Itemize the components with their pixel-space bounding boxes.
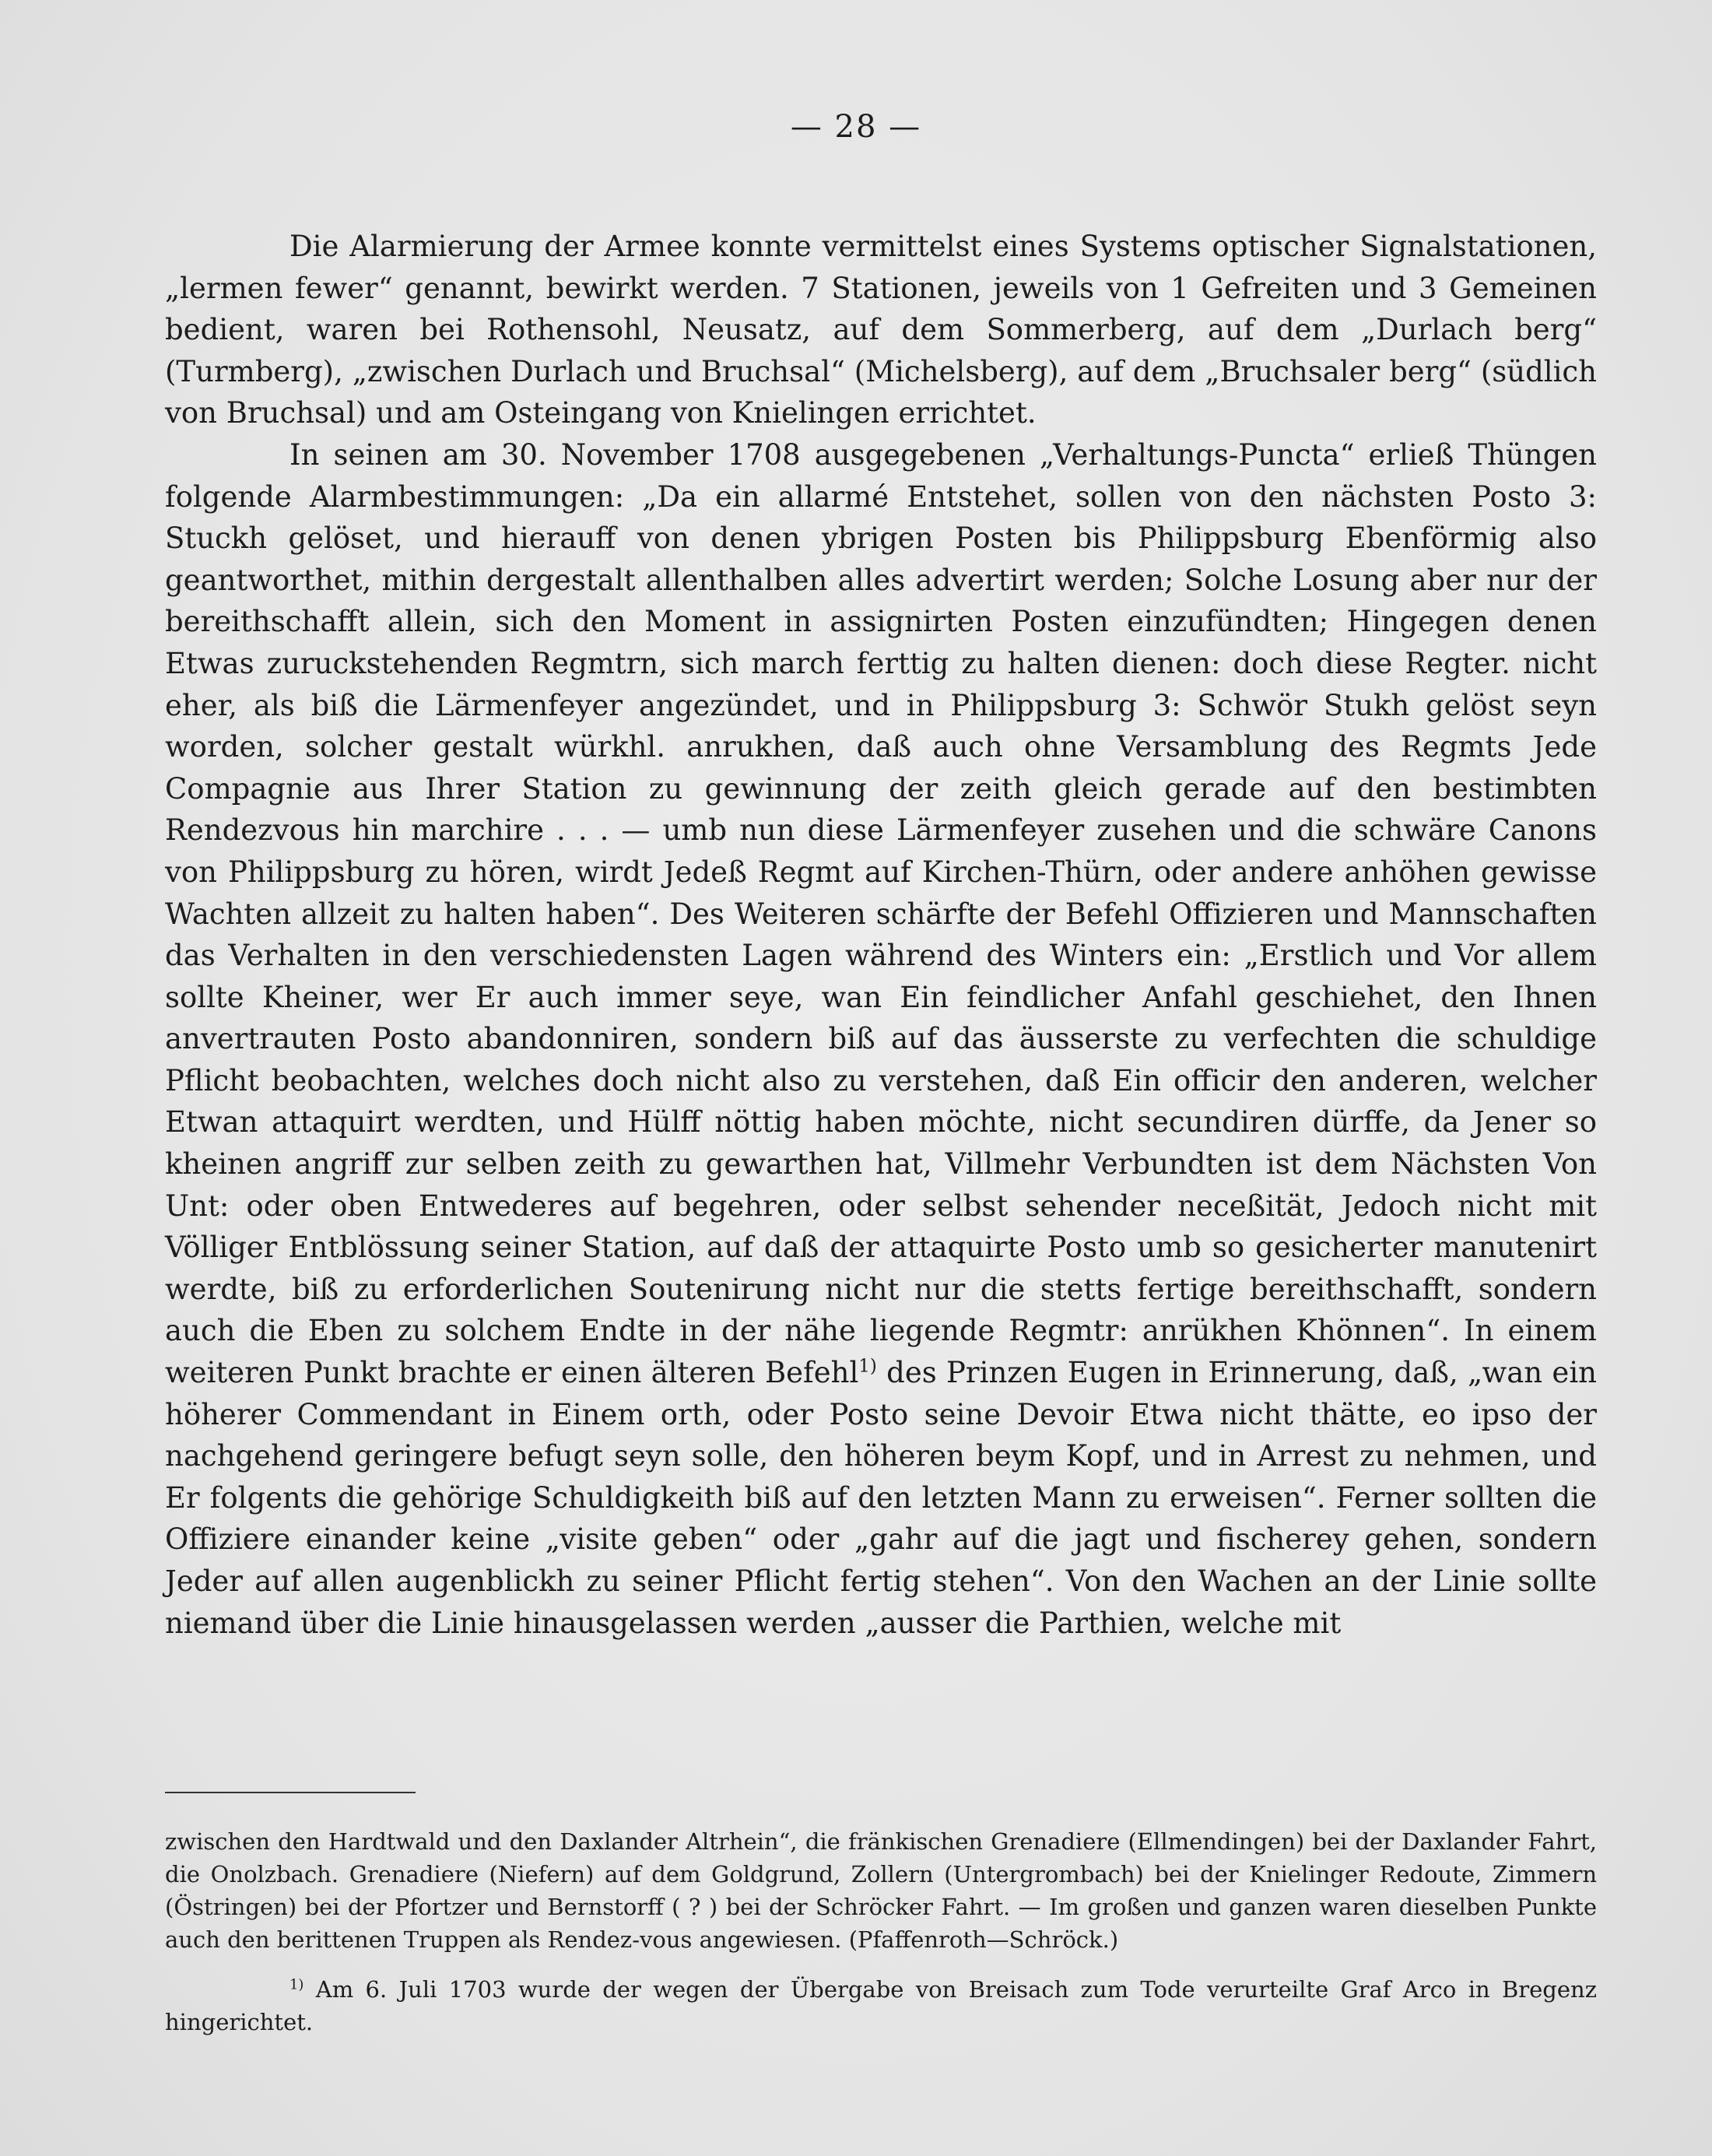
- paragraph-verhaltungs-puncta-continued: des Prinzen Eugen in Erinnerung, daß, „wan ein höherer Commendant in Einem orth, oder Posto seine Devoir Etwa nicht thätte, eo ipso der nachgehend geringere befugt seyn solle, den höheren beym Kopf, und in Arrest zu nehmen, und Er folgents die gehörige Schuldigkeith biß auf den letzten Mann zu erweisen“. Ferner sollten die Offiziere einander keine „visite geben“ oder „gahr auf die jagt und fischerey gehen, sondern Jeder auf allen augenblickh zu seiner Pflicht fertig stehen“. Von den Wachen an der Linie sollte niemand über die Linie hinausgelassen werden „ausser die Parthien, welche mit: [165, 1356, 1597, 1640]
- paragraph-verhaltungs-puncta: [165, 434, 1597, 1644]
- page-number: — 28 —: [790, 109, 922, 145]
- footnote-reference: 1): [858, 1356, 877, 1377]
- footnotes: [165, 1825, 1597, 2038]
- footnote-marker: 1): [289, 1976, 304, 1993]
- footnote-continuation: zwischen den Hardtwald und den Daxlander Altrhein“, die fränkischen Grenadiere (Ellmendingen) bei der Daxlander Fahrt, die Onolzbach. Grenadiere (Niefern) auf dem Goldgrund, Zollern (Untergrombach) bei der Knielinger Redoute, Zimmern (Östringen) bei der Pfortzer und Bernstorff ( ? ) bei der Schröcker Fahrt. — Im großen und ganzen waren dieselben Punkte auch den berittenen Truppen als Rendez-vous angewiesen. (Pfaffenroth—Schröck.): [165, 1828, 1597, 1953]
- footnote-divider: [165, 1792, 416, 1793]
- main-text: [165, 226, 1597, 1644]
- paragraph-alarm-system: Die Alarmierung der Armee konnte vermittelst eines Systems optischer Signalstationen, „lermen fewer“ genannt, bewirkt werden. 7 Stationen, jeweils von 1 Gefreiten und 3 Gemeinen bedient, waren bei Rothensohl, Neusatz, auf dem Sommerberg, auf dem „Durlach berg“ (Turmberg), „zwischen Durlach und Bruchsal“ (Michelsberg), auf dem „Bruchsaler berg“ (südlich von Bruchsal) und am Osteingang von Knielingen errichtet.: [165, 230, 1597, 430]
- footnote-1: [165, 1973, 1597, 2038]
- footnote-1-text: Am 6. Juli 1703 wurde der wegen der Übergabe von Breisach zum Tode verurteilte Graf Arco in Bregenz hingerichtet.: [165, 1976, 1597, 2035]
- paragraph-verhaltungs-puncta-text: In seinen am 30. November 1708 ausgegebenen „Verhaltungs-Puncta“ erließ Thüngen folgende Alarmbestimmungen: „Da ein allarmé Entstehet, sollen von den nächsten Posto 3: Stuckh gelöset, und hierauff von denen ybrigen Posten bis Philippsburg Ebenförmig also geantworthet, mithin dergestalt allenthalben alles advertirt werden; Solche Losung aber nur der bereithschafft allein, sich den Moment in assignirten Posten einzufündten; Hingegen denen Etwas zuruckstehenden Regmtrn, sich march ferttig zu halten dienen: doch diese Regter. nicht eher, als biß die Lärmenfeyer angezündet, und in Philippsburg 3: Schwör Stukh gelöst seyn worden, solcher gestalt würkhl. anrukhen, daß auch ohne Versamblung des Regmts Jede Compagnie aus Ihrer Station zu gewinnung der zeith gleich gerade auf den bestimbten Rendezvous hin marchire . . . — umb nun diese Lärmenfeyer zusehen und die schwäre Canons von Philippsburg zu hören, wirdt Jedeß Regmt auf Kirchen-Thürn, oder andere anhöhen gewisse Wachten allzeit zu halten haben“. Des Weiteren schärfte der Befehl Offizieren und Mannschaften das Verhalten in den verschiedensten Lagen während des Winters ein: „Erstlich und Vor allem sollte Kheiner, wer Er auch immer seye, wan Ein feindlicher Anfahl geschiehet, den Ihnen anvertrauten Posto abandonniren, sondern biß auf das äusserste zu verfechten die schuldige Pflicht beobachten, welches doch nicht also zu verstehen, daß Ein officir den anderen, welcher Etwan attaquirt werdten, und Hülff nöttig haben möchte, nicht secundiren dürffe, da Jener so kheinen angriff zur selben zeith zu gewarthen hat, Villmehr Verbundten ist dem Nächsten Von Unt: oder oben Entwederes auf begehren, oder selbst sehender neceßität, Jedoch nicht mit Völliger Entblössung seiner Station, auf daß der attaquirte Posto umb so gesicherter manutenirt werdte, biß zu erforderlichen Soutenirung nicht nur die stetts fertige bereithschafft, sondern auch die Eben zu solchem Endte in der nähe liegende Regmtr: anrükhen Khönnen“. In einem weiteren Punkt brachte er einen älteren Befehl: [165, 437, 1597, 1390]
